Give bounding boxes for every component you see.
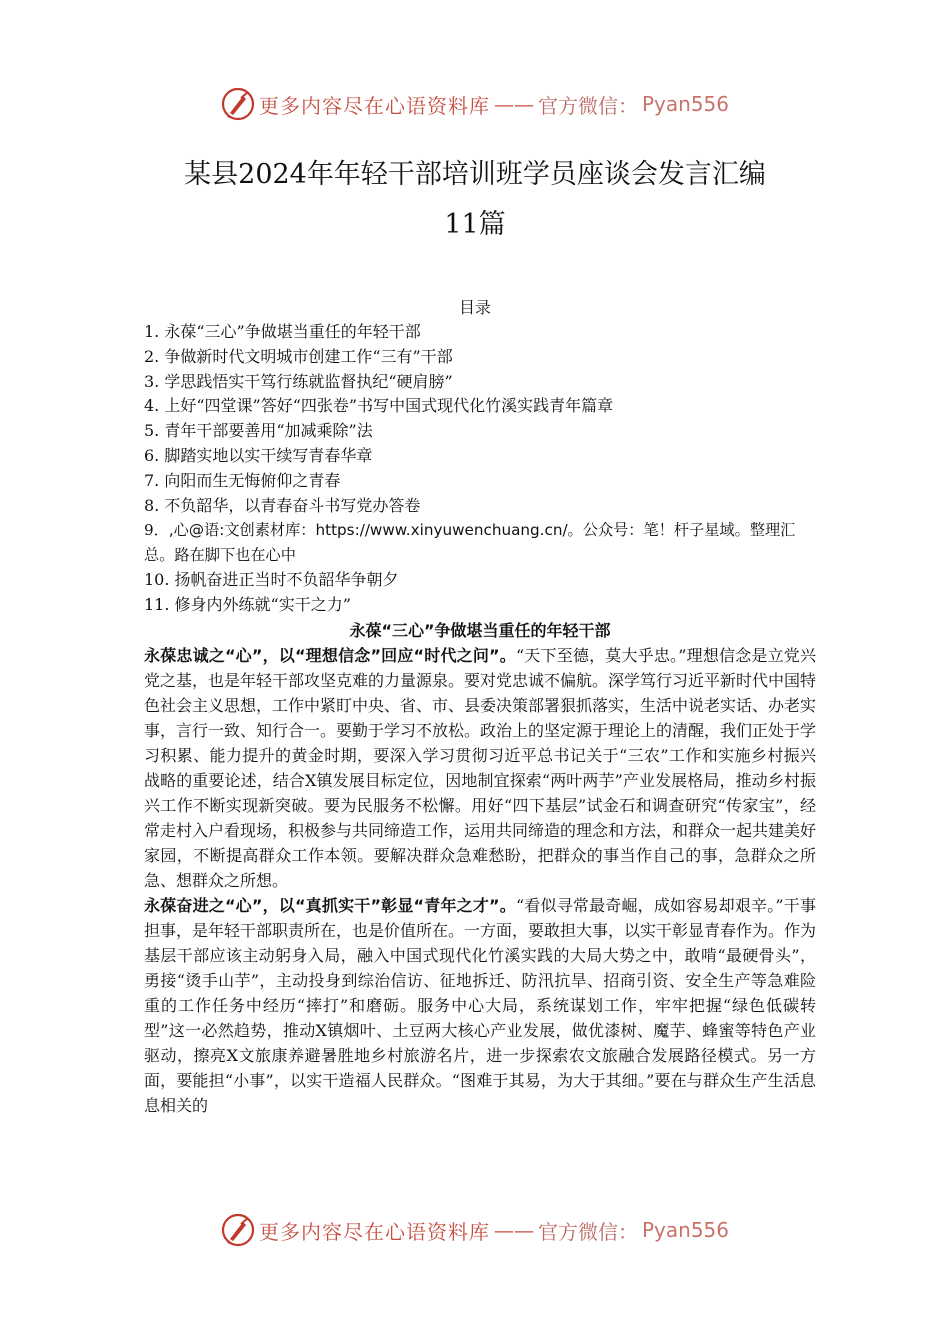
toc-item-number: 3.	[144, 371, 160, 391]
toc-item-text: 修身内外练就“实干之力”	[174, 594, 351, 614]
watermark-dash: ——	[493, 92, 534, 116]
toc-item-text: 扬帆奋进正当时不负韶华争朝夕	[174, 569, 399, 589]
toc-item	[144, 444, 824, 469]
toc-item-number: 2.	[144, 346, 160, 366]
quill-pen-logo-icon	[221, 1213, 255, 1247]
document-title-line1: 某县2024年年轻干部培训班学员座谈会发言汇编	[184, 159, 766, 190]
toc-item-text: 上好“四堂课”答好“四张卷”书写中国式现代化竹溪实践青年篇章	[164, 396, 614, 416]
watermark-dash: ——	[493, 1218, 534, 1242]
toc-item-text: 永葆“三心”争做堪当重任的年轻干部	[164, 322, 421, 341]
watermark-wechat-label: 官方微信：	[537, 1219, 638, 1244]
watermark-wechat-id: Pyan556	[641, 92, 729, 116]
paragraph-lead: 永葆忠诚之“心”，以“理想信念”回应“时代之问”。	[144, 646, 516, 665]
quill-pen-logo-icon	[221, 87, 255, 121]
toc-item-text: 向阳而生无悔俯仰之青春	[164, 470, 341, 490]
paragraph-body: “看似寻常最奇崛，成如容易却艰辛。”干事担事，是年轻干部职责所在，也是价值所在。一方面，要敢担大事，以实干彰显青春作为。作为基层干部应该主动躬身入局，融入中国式现代化竹溪实践的大局大势之中，敢啃“最硬骨头”，勇接“烫手山芋”，主动投身到综治信访、征地拆迁、防汛抗旱、招商引资、安全生产等急难险重的工作任务中经历“摔打”和磨砺。服务中心大局，系统谋划工作，牢牢把握“绿色低碳转型”这一必然趋势，推动X镇烟叶、土豆两大核心产业发展，做优漆树、魔芋、蜂蜜等特色产业驱动，擦亮X文旅康养避暑胜地乡村旅游名片，进一步探索农文旅融合发展路径模式。另一方面，要能担“小事”，以实干造福人民群众。“图难于其易，为大于其细。”要在与群众生产生活息息相关的	[144, 896, 817, 1115]
toc-item	[144, 419, 824, 444]
toc-item-number: 5.	[144, 421, 160, 441]
article	[144, 618, 816, 1118]
article-paragraph	[144, 893, 816, 1118]
toc-item-number: 8.	[144, 495, 160, 515]
toc-item	[144, 518, 824, 568]
toc-item-text: 不负韶华，以青春奋斗书写党办答卷	[164, 495, 421, 515]
paragraph-body: “天下至德，莫大乎忠。”理想信念是立党兴党之基，也是年轻干部攻坚克难的力量源泉。要对党忠诚不偏航。深学笃行习近平新时代中国特色社会主义思想，工作中紧盯中央、省、市、县委决策部署狠抓落实，生活中说老实话、办老实事，言行一致、知行合一。要勤于学习不放松。政治上的坚定源于理论上的清醒，我们正处于学习积累、能力提升的黄金时期，要深入学习贯彻习近平总书记关于“三农”工作和实施乡村振兴战略的重要论述，结合X镇发展目标定位，因地制宜探索“两叶两芋”产业发展格局，推动乡村振兴工作不断实现新突破。要为民服务不松懈。用好“四下基层”试金石和调查研究“传家宝”，经常走村入户看现场，积极参与共同缔造工作，运用共同缔造的理念和方法，和群众一起共建美好家园，不断提高群众工作本领。要解决群众急难愁盼，把群众的事当作自己的事，急群众之所急、想群众之所想。	[144, 646, 817, 890]
toc-item	[144, 494, 824, 519]
toc-item	[144, 394, 824, 419]
paragraph-lead: 永葆奋进之“心”，以“真抓实干”彰显“青年之才”。	[144, 896, 516, 915]
toc-item-text: 青年干部要善用“加减乘除”法	[164, 421, 373, 441]
watermark-wechat-label: 官方微信：	[537, 93, 638, 118]
watermark-text: 更多内容尽在心语资料库	[258, 93, 490, 118]
toc-item-text: 争做新时代文明城市创建工作“三有”干部	[164, 346, 453, 366]
toc-item-number: 1.	[144, 322, 160, 341]
article-paragraph	[144, 643, 816, 893]
toc-item-text: ,心@语:文创素材库：https://www.xinyuwenchuang.cn/。公众号：笔！杆子星域。整理汇总。路在脚下也在心中	[144, 521, 796, 565]
header-watermark	[0, 84, 950, 124]
toc-item-number: 6.	[144, 445, 160, 465]
toc-item	[144, 370, 824, 395]
toc-heading: 目录	[458, 298, 491, 317]
toc-item	[144, 469, 824, 494]
toc-item	[144, 320, 824, 345]
toc-item-number: 9．	[144, 521, 169, 540]
toc-item-number: 11.	[144, 594, 170, 614]
toc-item	[144, 345, 824, 370]
document-title	[0, 150, 950, 250]
document-title-line2: 11篇	[444, 209, 506, 240]
toc-item-number: 4.	[144, 396, 160, 416]
toc-item-text: 学思践悟实干笃行练就监督执纪“硬肩膀”	[164, 371, 453, 391]
watermark-wechat-id: Pyan556	[641, 1218, 729, 1242]
toc-item-number: 10.	[144, 569, 170, 589]
footer-watermark	[0, 1210, 950, 1250]
toc-item-text: 脚踏实地以实干续写青春华章	[164, 445, 373, 465]
table-of-contents	[144, 320, 824, 618]
toc-item-number: 7.	[144, 470, 160, 490]
toc-item	[144, 593, 824, 618]
watermark-text: 更多内容尽在心语资料库	[258, 1219, 490, 1244]
article-title: 永葆“三心”争做堪当重任的年轻干部	[349, 621, 611, 640]
toc-item	[144, 568, 824, 593]
